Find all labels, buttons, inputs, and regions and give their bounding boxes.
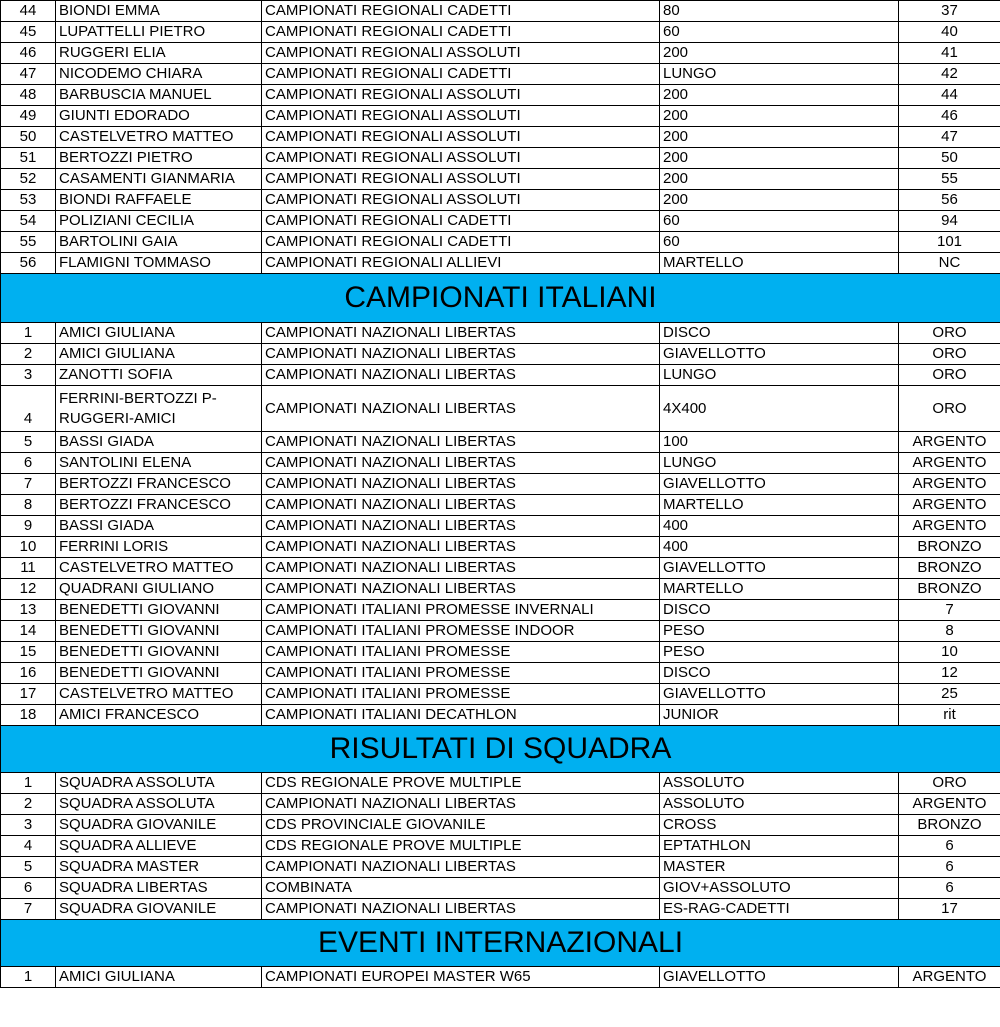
section-title: RISULTATI DI SQUADRA [1, 726, 1000, 773]
table-row [1, 474, 1000, 495]
row-number-cell: 56 [1, 253, 56, 274]
row-number-cell: 6 [1, 453, 56, 474]
discipline-cell: GIOV+ASSOLUTO [660, 878, 899, 899]
discipline-cell: ES-RAG-CADETTI [660, 899, 899, 920]
result-cell: 101 [899, 232, 1000, 253]
row-number-cell: 49 [1, 106, 56, 127]
table-row [1, 148, 1000, 169]
row-number-cell: 48 [1, 85, 56, 106]
table-row [1, 516, 1000, 537]
result-cell: 50 [899, 148, 1000, 169]
discipline-cell: DISCO [660, 600, 899, 621]
event-cell: CAMPIONATI REGIONALI ASSOLUTI [262, 43, 660, 64]
result-cell: ARGENTO [899, 967, 1000, 988]
event-cell: CAMPIONATI ITALIANI PROMESSE INDOOR [262, 621, 660, 642]
athlete-name-cell: POLIZIANI CECILIA [56, 211, 262, 232]
event-cell: CAMPIONATI REGIONALI CADETTI [262, 211, 660, 232]
event-cell: CAMPIONATI NAZIONALI LIBERTAS [262, 365, 660, 386]
row-number-cell: 3 [1, 365, 56, 386]
athlete-name-cell: FLAMIGNI TOMMASO [56, 253, 262, 274]
result-cell: 17 [899, 899, 1000, 920]
row-number-cell: 52 [1, 169, 56, 190]
table-row [1, 106, 1000, 127]
result-cell: BRONZO [899, 537, 1000, 558]
athlete-name-cell: SQUADRA LIBERTAS [56, 878, 262, 899]
event-cell: CAMPIONATI ITALIANI PROMESSE [262, 663, 660, 684]
discipline-cell: MARTELLO [660, 253, 899, 274]
discipline-cell: JUNIOR [660, 705, 899, 726]
event-cell: CAMPIONATI NAZIONALI LIBERTAS [262, 899, 660, 920]
row-number-cell: 13 [1, 600, 56, 621]
row-number-cell: 1 [1, 967, 56, 988]
discipline-cell: 200 [660, 85, 899, 106]
row-number-cell: 16 [1, 663, 56, 684]
result-cell: 8 [899, 621, 1000, 642]
row-number-cell: 17 [1, 684, 56, 705]
athlete-name-cell: BARTOLINI GAIA [56, 232, 262, 253]
table-row [1, 773, 1000, 794]
result-cell: ORO [899, 344, 1000, 365]
table-row [1, 621, 1000, 642]
row-number-cell: 2 [1, 344, 56, 365]
result-cell: 6 [899, 857, 1000, 878]
table-row [1, 22, 1000, 43]
table-row [1, 495, 1000, 516]
row-number-cell: 55 [1, 232, 56, 253]
table-row [1, 663, 1000, 684]
result-cell: ARGENTO [899, 495, 1000, 516]
row-number-cell: 4 [1, 836, 56, 857]
athlete-name-cell: BERTOZZI FRANCESCO [56, 474, 262, 495]
row-number-cell: 15 [1, 642, 56, 663]
result-cell: ARGENTO [899, 453, 1000, 474]
section-title: CAMPIONATI ITALIANI [1, 274, 1000, 323]
athlete-name-cell: SQUADRA ASSOLUTA [56, 773, 262, 794]
athlete-name-cell: AMICI GIULIANA [56, 344, 262, 365]
table-row [1, 836, 1000, 857]
athlete-name-cell: SQUADRA GIOVANILE [56, 899, 262, 920]
event-cell: CAMPIONATI NAZIONALI LIBERTAS [262, 794, 660, 815]
athlete-name-cell: BIONDI RAFFAELE [56, 190, 262, 211]
discipline-cell: 200 [660, 127, 899, 148]
athlete-name-cell: SANTOLINI ELENA [56, 453, 262, 474]
result-cell: ORO [899, 365, 1000, 386]
event-cell: CAMPIONATI REGIONALI ALLIEVI [262, 253, 660, 274]
athlete-name-cell: CASTELVETRO MATTEO [56, 558, 262, 579]
row-number-cell: 5 [1, 432, 56, 453]
event-cell: CAMPIONATI NAZIONALI LIBERTAS [262, 558, 660, 579]
athlete-name-cell: BASSI GIADA [56, 432, 262, 453]
event-cell: CAMPIONATI NAZIONALI LIBERTAS [262, 453, 660, 474]
table-row [1, 794, 1000, 815]
discipline-cell: 80 [660, 1, 899, 22]
event-cell: CAMPIONATI REGIONALI ASSOLUTI [262, 190, 660, 211]
row-number-cell: 1 [1, 323, 56, 344]
row-number-cell: 12 [1, 579, 56, 600]
athlete-name-cell: SQUADRA MASTER [56, 857, 262, 878]
discipline-cell: DISCO [660, 323, 899, 344]
result-cell: 6 [899, 836, 1000, 857]
result-cell: 94 [899, 211, 1000, 232]
event-cell: CAMPIONATI ITALIANI PROMESSE INVERNALI [262, 600, 660, 621]
table-row [1, 705, 1000, 726]
row-number-cell: 14 [1, 621, 56, 642]
table-row [1, 64, 1000, 85]
athlete-name-cell: BASSI GIADA [56, 516, 262, 537]
athlete-name-cell: BENEDETTI GIOVANNI [56, 663, 262, 684]
event-cell: CAMPIONATI REGIONALI ASSOLUTI [262, 148, 660, 169]
table-row [1, 432, 1000, 453]
table-row [1, 453, 1000, 474]
discipline-cell: 200 [660, 190, 899, 211]
row-number-cell: 7 [1, 899, 56, 920]
table-row [1, 127, 1000, 148]
discipline-cell: 60 [660, 232, 899, 253]
result-cell: 47 [899, 127, 1000, 148]
row-number-cell: 11 [1, 558, 56, 579]
result-cell: 46 [899, 106, 1000, 127]
event-cell: CAMPIONATI REGIONALI CADETTI [262, 22, 660, 43]
result-cell: 40 [899, 22, 1000, 43]
result-cell: ARGENTO [899, 516, 1000, 537]
event-cell: CAMPIONATI NAZIONALI LIBERTAS [262, 516, 660, 537]
row-number-cell: 44 [1, 1, 56, 22]
athlete-name-cell: CASTELVETRO MATTEO [56, 684, 262, 705]
row-number-cell: 1 [1, 773, 56, 794]
row-number-cell: 18 [1, 705, 56, 726]
table-row [1, 642, 1000, 663]
athlete-name-cell: SQUADRA ALLIEVE [56, 836, 262, 857]
table-row [1, 211, 1000, 232]
discipline-cell: 60 [660, 211, 899, 232]
result-cell: 7 [899, 600, 1000, 621]
discipline-cell: MASTER [660, 857, 899, 878]
result-cell: NC [899, 253, 1000, 274]
table-row [1, 232, 1000, 253]
discipline-cell: GIAVELLOTTO [660, 684, 899, 705]
table-row [1, 386, 1000, 432]
athlete-name-cell: RUGGERI ELIA [56, 43, 262, 64]
athlete-name-cell: BERTOZZI FRANCESCO [56, 495, 262, 516]
event-cell: CAMPIONATI REGIONALI ASSOLUTI [262, 169, 660, 190]
athlete-name-cell: CASAMENTI GIANMARIA [56, 169, 262, 190]
discipline-cell: 60 [660, 22, 899, 43]
discipline-cell: ASSOLUTO [660, 794, 899, 815]
athlete-name-cell: SQUADRA ASSOLUTA [56, 794, 262, 815]
result-cell: BRONZO [899, 579, 1000, 600]
event-cell: CAMPIONATI REGIONALI ASSOLUTI [262, 127, 660, 148]
event-cell: CAMPIONATI NAZIONALI LIBERTAS [262, 323, 660, 344]
table-row [1, 899, 1000, 920]
discipline-cell: 400 [660, 537, 899, 558]
event-cell: COMBINATA [262, 878, 660, 899]
results-table-body [1, 1, 1000, 988]
row-number-cell: 4 [1, 386, 56, 432]
discipline-cell: GIAVELLOTTO [660, 344, 899, 365]
section-header [1, 920, 1000, 967]
athlete-name-cell: LUPATTELLI PIETRO [56, 22, 262, 43]
result-cell: ORO [899, 323, 1000, 344]
row-number-cell: 51 [1, 148, 56, 169]
result-cell: 12 [899, 663, 1000, 684]
discipline-cell: 200 [660, 148, 899, 169]
event-cell: CAMPIONATI NAZIONALI LIBERTAS [262, 474, 660, 495]
event-cell: CAMPIONATI ITALIANI PROMESSE [262, 684, 660, 705]
section-header [1, 274, 1000, 323]
section-title: EVENTI INTERNAZIONALI [1, 920, 1000, 967]
result-cell: ORO [899, 773, 1000, 794]
row-number-cell: 8 [1, 495, 56, 516]
event-cell: CAMPIONATI REGIONALI ASSOLUTI [262, 85, 660, 106]
event-cell: CAMPIONATI ITALIANI PROMESSE [262, 642, 660, 663]
result-cell: 41 [899, 43, 1000, 64]
row-number-cell: 45 [1, 22, 56, 43]
discipline-cell: EPTATHLON [660, 836, 899, 857]
result-cell: BRONZO [899, 558, 1000, 579]
event-cell: CAMPIONATI NAZIONALI LIBERTAS [262, 537, 660, 558]
discipline-cell: GIAVELLOTTO [660, 474, 899, 495]
event-cell: CAMPIONATI NAZIONALI LIBERTAS [262, 432, 660, 453]
table-row [1, 43, 1000, 64]
row-number-cell: 47 [1, 64, 56, 85]
event-cell: CDS REGIONALE PROVE MULTIPLE [262, 773, 660, 794]
row-number-cell: 6 [1, 878, 56, 899]
discipline-cell: 400 [660, 516, 899, 537]
table-row [1, 684, 1000, 705]
row-number-cell: 5 [1, 857, 56, 878]
table-row [1, 967, 1000, 988]
athlete-name-cell: BIONDI EMMA [56, 1, 262, 22]
event-cell: CAMPIONATI NAZIONALI LIBERTAS [262, 344, 660, 365]
table-row [1, 815, 1000, 836]
row-number-cell: 2 [1, 794, 56, 815]
table-row [1, 190, 1000, 211]
athlete-name-cell: NICODEMO CHIARA [56, 64, 262, 85]
section-header [1, 726, 1000, 773]
discipline-cell: LUNGO [660, 365, 899, 386]
result-cell: 56 [899, 190, 1000, 211]
athlete-name-cell: BENEDETTI GIOVANNI [56, 600, 262, 621]
event-cell: CDS PROVINCIALE GIOVANILE [262, 815, 660, 836]
discipline-cell: 200 [660, 106, 899, 127]
discipline-cell: 200 [660, 169, 899, 190]
event-cell: CDS REGIONALE PROVE MULTIPLE [262, 836, 660, 857]
event-cell: CAMPIONATI EUROPEI MASTER W65 [262, 967, 660, 988]
athlete-name-cell: SQUADRA GIOVANILE [56, 815, 262, 836]
table-row [1, 878, 1000, 899]
athlete-name-cell: BERTOZZI PIETRO [56, 148, 262, 169]
discipline-cell: PESO [660, 642, 899, 663]
event-cell: CAMPIONATI ITALIANI DECATHLON [262, 705, 660, 726]
athlete-name-cell: CASTELVETRO MATTEO [56, 127, 262, 148]
athlete-name-cell: GIUNTI EDORADO [56, 106, 262, 127]
event-cell: CAMPIONATI REGIONALI CADETTI [262, 64, 660, 85]
table-row [1, 857, 1000, 878]
athlete-name-cell: QUADRANI GIULIANO [56, 579, 262, 600]
event-cell: CAMPIONATI REGIONALI CADETTI [262, 232, 660, 253]
row-number-cell: 54 [1, 211, 56, 232]
event-cell: CAMPIONATI NAZIONALI LIBERTAS [262, 857, 660, 878]
event-cell: CAMPIONATI NAZIONALI LIBERTAS [262, 495, 660, 516]
table-row [1, 537, 1000, 558]
discipline-cell: LUNGO [660, 64, 899, 85]
row-number-cell: 10 [1, 537, 56, 558]
result-cell: ARGENTO [899, 432, 1000, 453]
athlete-name-cell: FERRINI LORIS [56, 537, 262, 558]
result-cell: ARGENTO [899, 474, 1000, 495]
result-cell: 44 [899, 85, 1000, 106]
discipline-cell: 100 [660, 432, 899, 453]
discipline-cell: MARTELLO [660, 579, 899, 600]
result-cell: ORO [899, 386, 1000, 432]
discipline-cell: GIAVELLOTTO [660, 967, 899, 988]
result-cell: 6 [899, 878, 1000, 899]
result-cell: rit [899, 705, 1000, 726]
row-number-cell: 46 [1, 43, 56, 64]
result-cell: ARGENTO [899, 794, 1000, 815]
discipline-cell: DISCO [660, 663, 899, 684]
athlete-name-cell: BARBUSCIA MANUEL [56, 85, 262, 106]
event-cell: CAMPIONATI NAZIONALI LIBERTAS [262, 579, 660, 600]
discipline-cell: GIAVELLOTTO [660, 558, 899, 579]
result-cell: 55 [899, 169, 1000, 190]
discipline-cell: ASSOLUTO [660, 773, 899, 794]
result-cell: 37 [899, 1, 1000, 22]
table-row [1, 579, 1000, 600]
result-cell: 10 [899, 642, 1000, 663]
result-cell: BRONZO [899, 815, 1000, 836]
table-row [1, 85, 1000, 106]
table-row [1, 253, 1000, 274]
event-cell: CAMPIONATI REGIONALI ASSOLUTI [262, 106, 660, 127]
athlete-name-cell: BENEDETTI GIOVANNI [56, 642, 262, 663]
discipline-cell: MARTELLO [660, 495, 899, 516]
table-row [1, 1, 1000, 22]
athlete-name-cell: AMICI GIULIANA [56, 323, 262, 344]
discipline-cell: LUNGO [660, 453, 899, 474]
result-cell: 42 [899, 64, 1000, 85]
event-cell: CAMPIONATI REGIONALI CADETTI [262, 1, 660, 22]
table-row [1, 344, 1000, 365]
table-row [1, 558, 1000, 579]
athlete-name-cell: AMICI GIULIANA [56, 967, 262, 988]
athlete-name-cell: FERRINI-BERTOZZI P-RUGGERI-AMICI [56, 386, 262, 432]
row-number-cell: 9 [1, 516, 56, 537]
athlete-name-cell: ZANOTTI SOFIA [56, 365, 262, 386]
row-number-cell: 3 [1, 815, 56, 836]
athlete-name-cell: AMICI FRANCESCO [56, 705, 262, 726]
table-row [1, 365, 1000, 386]
discipline-cell: PESO [660, 621, 899, 642]
table-row [1, 600, 1000, 621]
athlete-name-cell: BENEDETTI GIOVANNI [56, 621, 262, 642]
event-cell: CAMPIONATI NAZIONALI LIBERTAS [262, 386, 660, 432]
row-number-cell: 50 [1, 127, 56, 148]
discipline-cell: CROSS [660, 815, 899, 836]
row-number-cell: 7 [1, 474, 56, 495]
table-row [1, 323, 1000, 344]
row-number-cell: 53 [1, 190, 56, 211]
result-cell: 25 [899, 684, 1000, 705]
discipline-cell: 200 [660, 43, 899, 64]
table-row [1, 169, 1000, 190]
discipline-cell: 4X400 [660, 386, 899, 432]
